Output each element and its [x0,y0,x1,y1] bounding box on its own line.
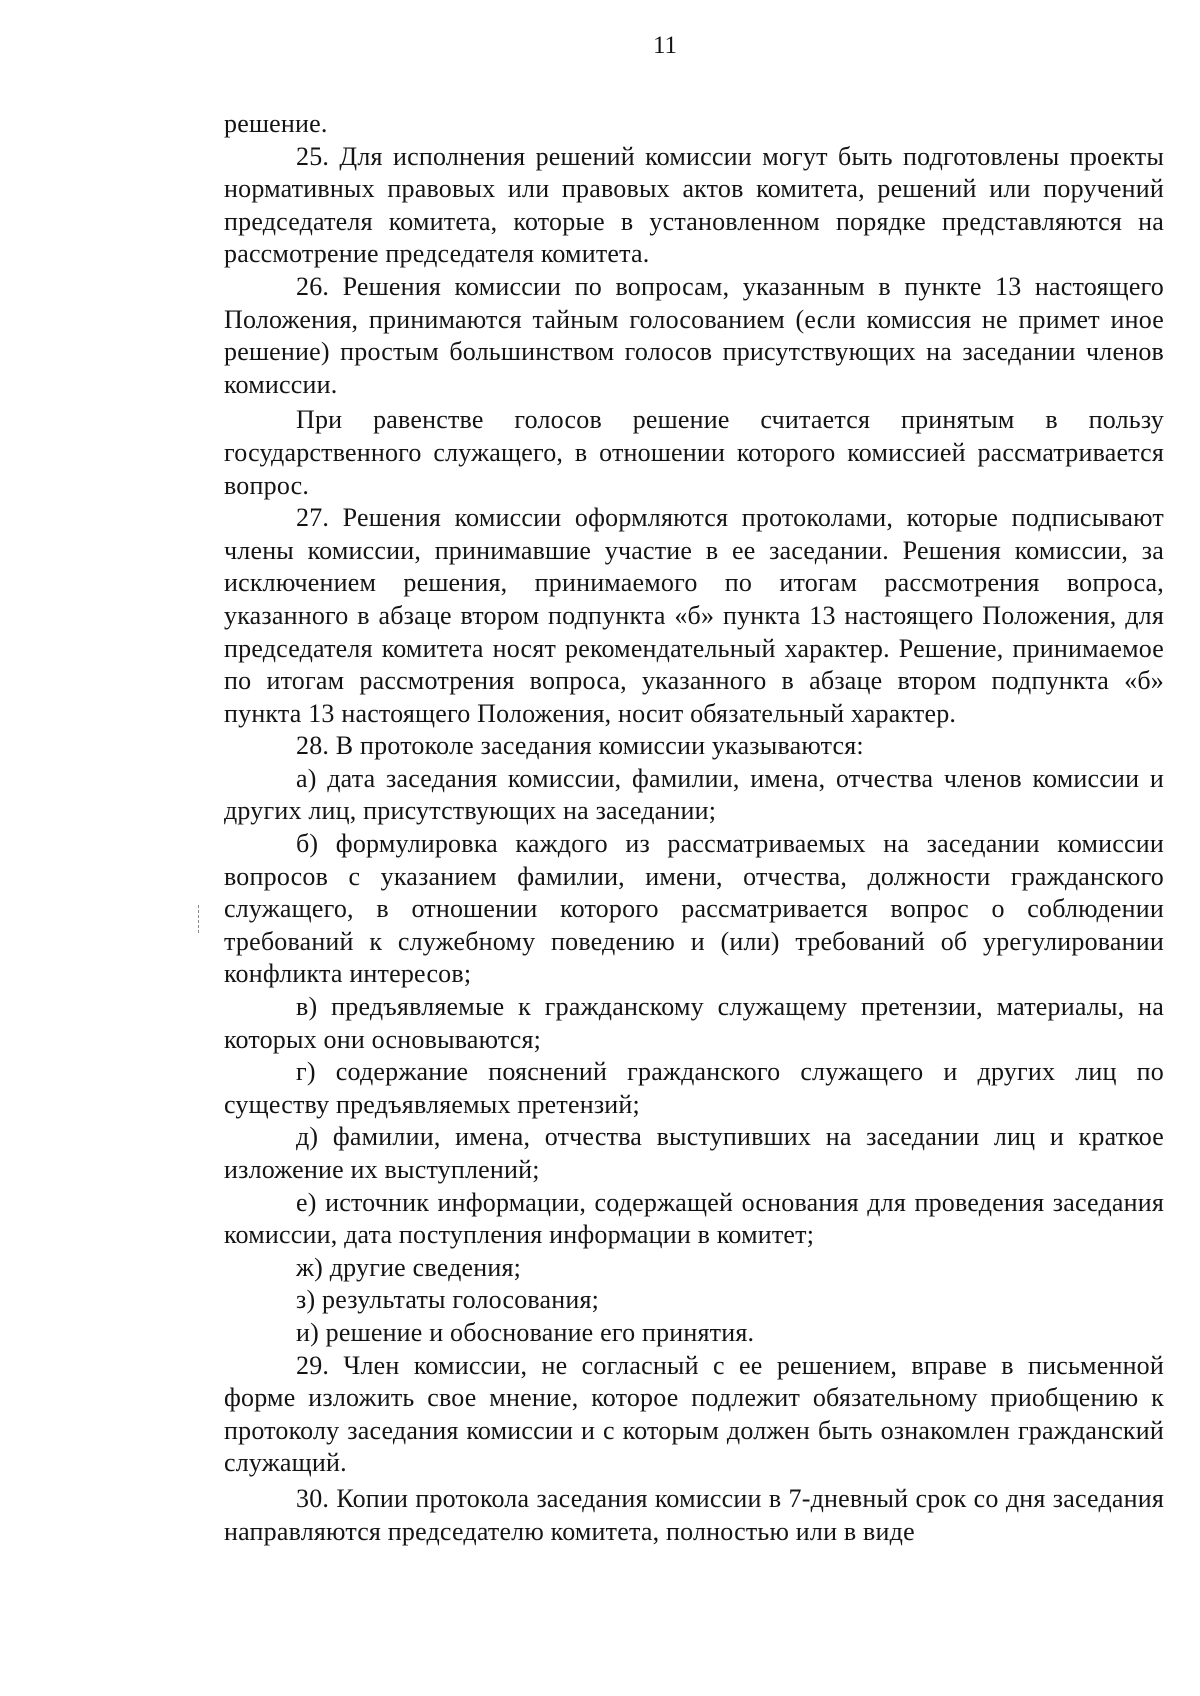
paragraph-25: 25. Для исполнения решений комиссии могут быть подготовлены проекты нормативных правовых или правовых актов комитета, решений или поручений председателя комитета, которые в установленном порядке представляются на рассмотрение председателя комитета. [224,141,1164,269]
paragraph-28-item-d: д) фамилии, имена, отчества выступивших на заседании лиц и краткое изложение их выступлений; [224,1122,1164,1184]
paragraph-28-item-v: в) предъявляемые к гражданскому служащему претензии, материалы, на которых они основываются; [224,992,1164,1054]
paragraph-26-tie-vote: При равенстве голосов решение считается принятым в пользу государственного служащего, в отношении которого комиссией рассматривается вопрос. [224,405,1164,500]
margin-scan-mark [198,905,200,933]
paragraph-28-item-zh: ж) другие сведения; [296,1252,522,1282]
paragraph-28-item-z: з) результаты голосования; [296,1285,600,1315]
paragraph-28: 28. В протоколе заседания комиссии указываются: [296,731,864,761]
paragraph-28-item-b: б) формулировка каждого из рассматриваемых на заседании комиссии вопросов с указанием фамилии, имени, отчества, должности гражданского служащего, в отношении которого рассматривается вопрос о соблюдении требований к служебному поведению и (или) требований об урегулировании конфликта интересов; [224,829,1164,989]
document-body [224,108,1164,1548]
paragraph-28-item-e: е) источник информации, содержащей основания для проведения заседания комиссии, дата поступления информации в комитет; [224,1187,1164,1250]
paragraph-28-item-g: г) содержание пояснений гражданского служащего и других лиц по существу предъявляемых претензий; [224,1057,1164,1119]
paragraph-27: 27. Решения комиссии оформляются протоколами, которые подписывают члены комиссии, принимавшие участие в ее заседании. Решения комиссии, за исключением решения, принимаемого по итогам рассмотрения вопроса, указанного в абзаце втором подпункта «б» пункта 13 настоящего Положения, для председателя комитета носят рекомендательный характер. Решение, принимаемое по итогам рассмотрения вопроса, указанного в абзаце втором подпункта «б» пункта 13 настоящего Положения, носит обязательный характер. [224,503,1164,728]
paragraph-26: 26. Решения комиссии по вопросам, указанным в пункте 13 настоящего Положения, принимаются тайным голосованием (если комиссия не примет иное решение) простым большинством голосов присутствующих на заседании членов комиссии. [224,271,1164,399]
paragraph-28-item-i: и) решение и обоснование его принятия. [296,1317,755,1347]
paragraph-29: 29. Член комиссии, не согласный с ее решением, вправе в письменной форме изложить свое мнение, которое подлежит обязательному приобщению к протоколу заседания комиссии и с которым должен быть ознакомлен гражданский служащий. [224,1350,1164,1478]
paragraph-30: 30. Копии протокола заседания комиссии в 7-дневный срок со дня заседания направляются председателю комитета, полностью или в виде [224,1483,1164,1546]
page-number: 11 [652,32,678,59]
paragraph-continuation: решение. [224,109,328,138]
paragraph-28-item-a: а) дата заседания комиссии, фамилии, имена, отчества членов комиссии и других лиц, присутствующих на заседании; [224,763,1164,826]
